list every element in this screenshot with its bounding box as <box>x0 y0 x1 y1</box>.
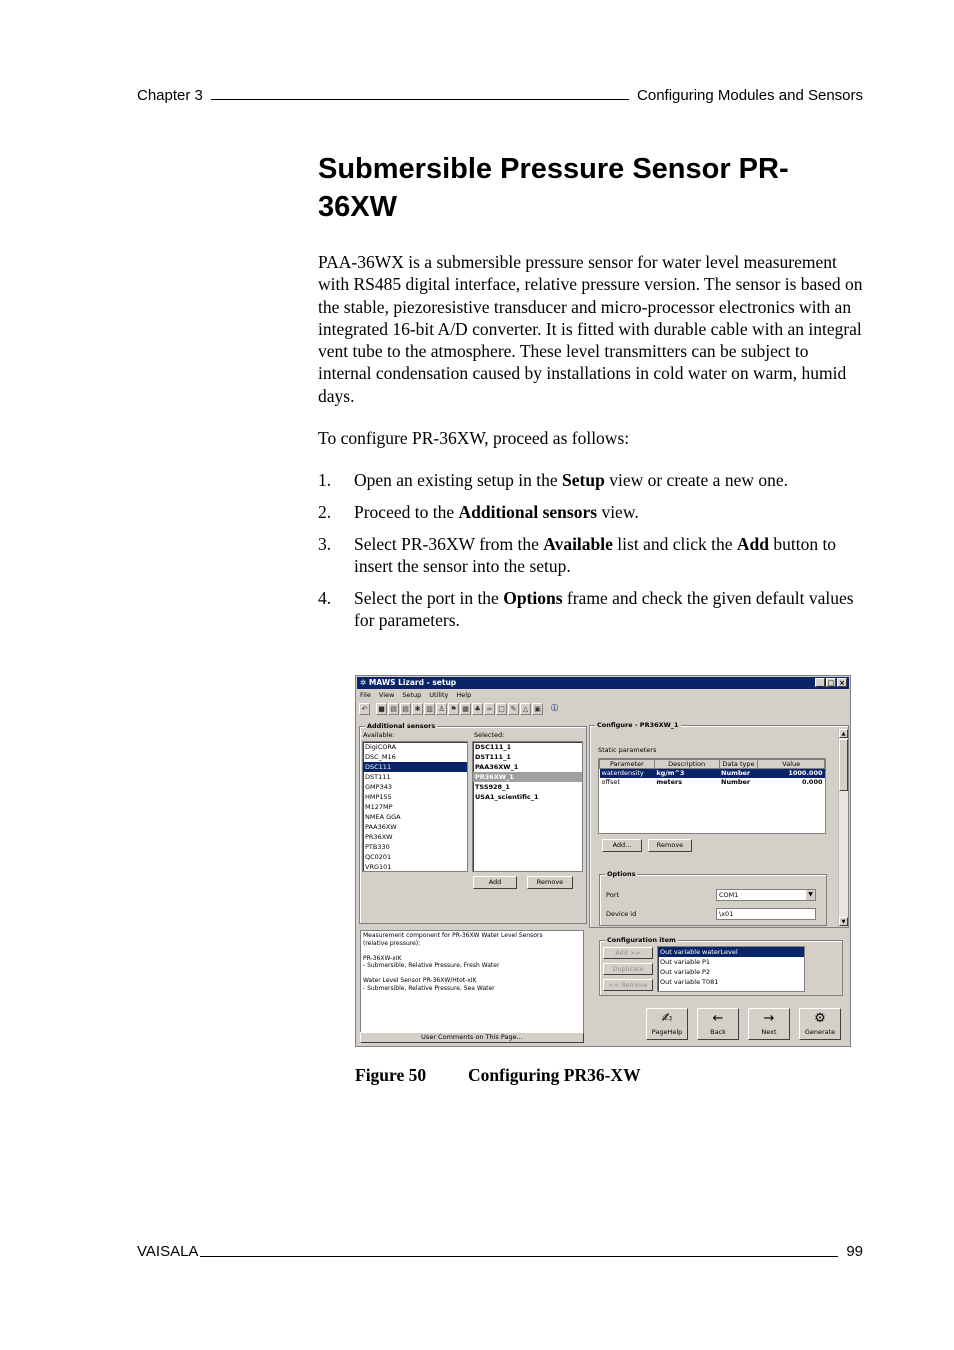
procedure-intro: To configure PR-36XW, proceed as follows: <box>318 428 630 448</box>
menu-view[interactable]: View <box>378 691 395 699</box>
device-icon[interactable]: ▤ <box>388 703 399 715</box>
toolbar <box>359 702 847 716</box>
chapter-label: Chapter 3 <box>137 87 203 104</box>
selected-label: Selected: <box>474 731 505 739</box>
list-item[interactable]: PR36XW <box>365 833 393 841</box>
figure-title: Configuring PR36-XW <box>468 1065 641 1085</box>
flag-icon[interactable]: ⚑ <box>448 703 459 715</box>
step-text-part: Select PR-36XW from the <box>354 533 544 554</box>
figure-caption <box>355 1065 641 1086</box>
available-label: Available: <box>363 731 395 739</box>
list-item[interactable] <box>658 967 804 977</box>
step-text-part: button to insert the sensor into the setup. <box>354 533 837 576</box>
configure-label: Configure - PR36XW_1 <box>597 721 679 729</box>
next-button[interactable] <box>748 1008 790 1040</box>
chevron-down-icon[interactable]: ▼ <box>806 890 815 900</box>
menu-utility[interactable]: Utility <box>429 691 449 699</box>
add-parameter-button[interactable]: Add... <box>602 839 642 852</box>
arrow-left-icon: ← <box>712 1011 724 1026</box>
item-kind: Out variable <box>660 948 701 956</box>
page-footer <box>137 1243 863 1260</box>
param-value[interactable]: 0.000 <box>801 778 823 786</box>
list-item[interactable]: VRG101 <box>365 863 392 871</box>
step-number: 3. <box>318 533 332 554</box>
device-id-label: Device id <box>606 910 637 918</box>
list-item[interactable]: QC0201 <box>365 853 392 861</box>
item-kind: Out variable <box>660 968 701 976</box>
column-description[interactable]: Description <box>654 760 719 769</box>
step-text-part: Open an existing setup in the <box>354 470 563 490</box>
param-type[interactable]: Number <box>719 769 758 779</box>
param-name: offset <box>601 778 620 786</box>
grid-icon[interactable]: ▦ <box>460 703 471 715</box>
header-rule <box>211 99 629 100</box>
undo-icon[interactable]: ↶ <box>359 703 370 715</box>
step-text <box>354 533 863 578</box>
step-text-part: Select the port in the <box>354 587 504 608</box>
minimize-button[interactable]: _ <box>815 678 825 687</box>
list-item[interactable]: M127MP <box>365 803 393 811</box>
add-sensor-button[interactable]: Add <box>473 876 517 889</box>
window-titlebar <box>357 677 849 689</box>
item-kind: Out variable <box>660 958 701 966</box>
item-name: P2 <box>702 968 711 976</box>
item-name: waterLevel <box>702 948 738 956</box>
alarm-icon[interactable]: △ <box>520 703 531 715</box>
list-item <box>318 501 863 523</box>
list-item[interactable]: HMP155 <box>365 793 392 801</box>
network-icon[interactable]: ♣ <box>472 703 483 715</box>
param-type[interactable]: Number <box>721 778 751 786</box>
person-icon[interactable]: ♙ <box>436 703 447 715</box>
pen-icon[interactable]: ✎ <box>508 703 519 715</box>
item-name: P1 <box>702 958 711 966</box>
step-number: 1. <box>318 470 332 490</box>
page-number: 99 <box>846 1243 863 1260</box>
close-button[interactable]: × <box>837 678 847 687</box>
step-text-part: frame and check the given default values for parameters. <box>354 587 854 630</box>
list-item[interactable]: DSC_M16 <box>365 753 396 761</box>
comments-box[interactable]: Measurement component for PR-36XW Water Level Sensors (relative pressure): PR-36XW-xIK - Submersible, Relative Pressure, Fresh Water Water Level Sensor PR-36XW/Htot-xIK - Submersible, Relative Pressure, Sea Water <box>360 930 584 1034</box>
step-text-part: view. <box>597 501 639 522</box>
page-icon[interactable]: □ <box>496 703 507 715</box>
static-parameters-label: Static parameters <box>598 746 657 754</box>
step-text-part: list and click the <box>612 533 737 554</box>
step-term: Available <box>543 533 613 554</box>
param-description: meters <box>656 778 683 786</box>
step-term: Additional sensors <box>458 501 598 522</box>
menu-bar <box>360 690 471 700</box>
param-description: kg/m^3 <box>654 769 719 779</box>
add-item-button[interactable]: Add >> <box>603 947 653 959</box>
list-item[interactable]: DSC111 <box>363 762 467 772</box>
list-item <box>318 469 863 491</box>
figure-number: Figure 50 <box>355 1065 427 1085</box>
list-item[interactable] <box>658 977 804 987</box>
back-label: Back <box>710 1028 726 1036</box>
list-item[interactable]: NMEA GGA <box>365 813 401 821</box>
generate-button[interactable] <box>799 1008 841 1040</box>
column-parameter[interactable]: Parameter <box>600 760 655 769</box>
device-id-input[interactable]: \x01 <box>716 908 816 920</box>
app-screenshot <box>355 675 851 1047</box>
user-comments-button[interactable]: User Comments on This Page... <box>360 1032 584 1043</box>
list-item[interactable]: PAA36XW <box>365 823 397 831</box>
param-name: waterdensity <box>600 769 655 779</box>
app-icon: ✲ <box>360 678 367 687</box>
list-item[interactable]: DST111 <box>365 773 391 781</box>
remove-parameter-button[interactable]: Remove <box>648 839 692 852</box>
scroll-thumb[interactable] <box>839 739 848 791</box>
remove-sensor-button[interactable]: Remove <box>527 876 573 889</box>
page-title: Submersible Pressure Sensor PR-36XW <box>318 153 789 223</box>
company-name: VAISALA <box>137 1243 199 1260</box>
step-number: 4. <box>318 587 332 608</box>
port-value: COM1 <box>719 891 739 899</box>
step-number: 2. <box>318 501 332 522</box>
remove-item-button[interactable]: << Remove <box>603 979 653 991</box>
scroll-up-icon[interactable]: ▲ <box>839 729 848 738</box>
menu-help[interactable]: Help <box>456 691 472 699</box>
page-help-label: PageHelp <box>651 1028 683 1036</box>
step-text-part: Proceed to the <box>354 501 459 522</box>
list-item[interactable]: TSS928_1 <box>475 783 510 791</box>
table-row[interactable] <box>600 769 825 779</box>
step-text <box>354 469 788 491</box>
list-item[interactable]: USA1_scientific_1 <box>475 793 539 801</box>
duplicate-item-button[interactable]: Duplicate <box>603 963 653 975</box>
footer-rule <box>200 1256 838 1257</box>
device-2-icon[interactable]: ▤ <box>400 703 411 715</box>
gears-icon: ⚙ <box>814 1011 826 1026</box>
column-value[interactable]: Value <box>758 760 825 769</box>
next-label: Next <box>761 1028 777 1036</box>
configure-scrollbar[interactable] <box>838 729 848 926</box>
procedure-steps <box>318 469 863 641</box>
table-row[interactable] <box>600 778 825 787</box>
item-kind: Out variable <box>660 978 701 986</box>
book-icon[interactable]: ▣ <box>532 703 543 715</box>
list-item[interactable] <box>658 957 804 967</box>
step-term: Setup <box>562 470 605 490</box>
section-title: Configuring Modules and Sensors <box>637 87 863 104</box>
step-term: Options <box>503 587 563 608</box>
column-data-type[interactable]: Data type <box>719 760 758 769</box>
maximize-button[interactable]: □ <box>827 679 835 687</box>
param-value[interactable]: 1000.000 <box>758 769 825 779</box>
arrow-right-icon: → <box>763 1011 775 1026</box>
list-item <box>318 533 863 578</box>
options-label: Options <box>607 870 636 878</box>
list-item <box>318 587 863 632</box>
list-item[interactable]: DST111_1 <box>475 753 511 761</box>
info-icon[interactable]: ⓘ <box>551 704 558 712</box>
step-text <box>354 587 863 632</box>
link-icon[interactable]: ∞ <box>484 703 495 715</box>
configuration-item-list[interactable] <box>657 946 805 992</box>
stop-icon[interactable]: ■ <box>376 703 387 715</box>
port-label: Port <box>606 891 619 899</box>
sensor-icon[interactable]: ✱ <box>412 703 423 715</box>
menu-file[interactable]: File <box>360 691 371 699</box>
list-item[interactable]: DSC111_1 <box>475 743 512 751</box>
step-text <box>354 501 639 523</box>
list-item[interactable]: DigiCORA <box>365 743 397 751</box>
available-list[interactable] <box>362 741 468 872</box>
list-item[interactable] <box>658 947 804 957</box>
list-item[interactable]: PR36XW_1 <box>473 772 582 782</box>
list-item[interactable]: GMP343 <box>365 783 392 791</box>
additional-sensors-label: Additional sensors <box>367 722 436 730</box>
step-text-part: view or create a new one. <box>604 470 788 490</box>
intro-paragraph: PAA-36WX is a submersible pressure sensor for water level measurement with RS485 digital interface, relative pressure version. The sensor is based on the stable, piezoresistive transducer and micro-processor electronics with an integrated 16-bit A/D converter. It is fitted with durable cable with an integral vent tube to the atmosphere. These level transmitters can be subject to internal condensation caused by installations in cold water on warm, humid days. <box>318 252 863 406</box>
step-term: Add <box>736 533 769 554</box>
list-item[interactable]: PAA36XW_1 <box>475 763 519 771</box>
page-help-button[interactable] <box>646 1008 688 1040</box>
configuration-item-label: Configuration item <box>607 936 676 944</box>
generate-label: Generate <box>804 1028 836 1036</box>
scroll-down-icon[interactable]: ▼ <box>839 917 848 926</box>
help-icon: ✍ <box>661 1011 673 1026</box>
parameters-grid[interactable] <box>598 758 826 834</box>
item-name: T081 <box>702 978 719 986</box>
logger-icon[interactable]: ▥ <box>424 703 435 715</box>
page-header <box>137 87 863 104</box>
back-button[interactable] <box>697 1008 739 1040</box>
port-select[interactable] <box>716 889 816 901</box>
selected-list[interactable] <box>472 741 583 872</box>
menu-setup[interactable]: Setup <box>402 691 422 699</box>
list-item[interactable]: PTB330 <box>365 843 390 851</box>
window-title: MAWS Lizard - setup <box>368 678 457 687</box>
